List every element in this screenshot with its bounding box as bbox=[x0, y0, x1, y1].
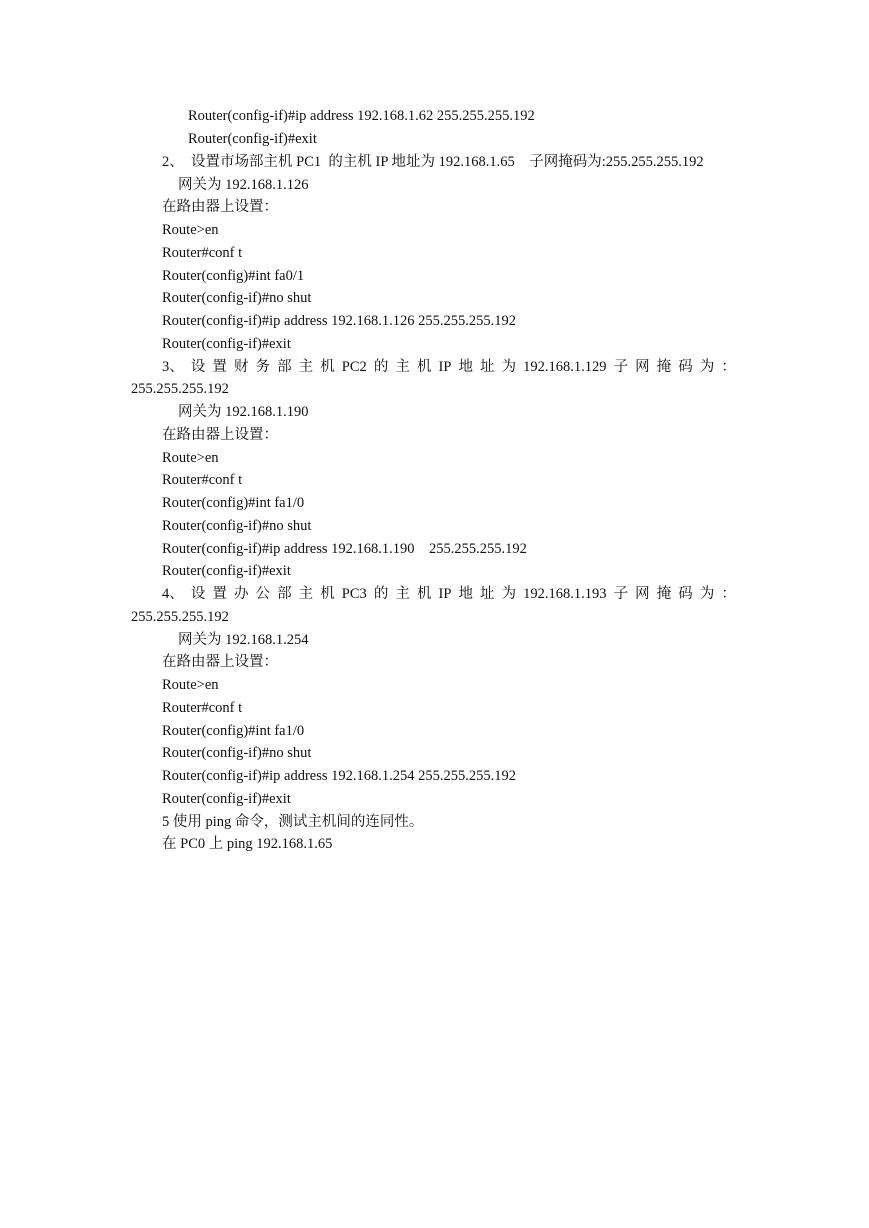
text-line: 在路由器上设置： bbox=[162, 199, 278, 215]
heading-segment: 网 bbox=[635, 359, 650, 375]
heading-segment: 4、 bbox=[162, 586, 184, 602]
text-line: 网关为 192.168.1.254 bbox=[178, 632, 309, 648]
text-line: Router(config-if)#exit bbox=[162, 563, 291, 579]
heading-segment: 子 bbox=[613, 586, 629, 602]
heading-segment: PC2 bbox=[341, 359, 367, 375]
heading-segment: 主 bbox=[395, 586, 410, 602]
heading-segment: 的 bbox=[373, 359, 389, 375]
heading-segment: 财 bbox=[233, 359, 249, 375]
heading-segment: 主 bbox=[395, 359, 410, 375]
heading-segment: PC3 bbox=[341, 586, 367, 602]
text-line: 255.255.255.192 bbox=[131, 381, 229, 397]
heading-segment: 主 bbox=[298, 586, 314, 602]
heading-segment: 掩 bbox=[656, 586, 672, 602]
heading-segment: 码 bbox=[678, 359, 693, 375]
text-line: Route>en bbox=[162, 222, 219, 238]
heading-segment: 置 bbox=[212, 586, 227, 602]
text-line: Router(config-if)#exit bbox=[162, 791, 291, 807]
text-line: Router(config-if)#ip address 192.168.1.62 255.255.255.192 bbox=[188, 108, 535, 124]
text-line: 255.255.255.192 bbox=[131, 609, 229, 625]
text-line: Router(config-if)#no shut bbox=[162, 518, 312, 534]
heading-segment: 设 bbox=[190, 359, 206, 375]
heading-segment: 机 bbox=[320, 359, 335, 375]
heading-segment: 部 bbox=[277, 586, 292, 602]
text-line: Route>en bbox=[162, 450, 219, 466]
text-line: Router(config)#int fa1/0 bbox=[162, 723, 305, 739]
heading-segment: 址 bbox=[480, 359, 495, 375]
heading-segment: IP bbox=[438, 359, 452, 375]
heading-segment: 掩 bbox=[656, 359, 672, 375]
text-line: Router#conf t bbox=[162, 245, 243, 261]
heading-segment: 主 bbox=[298, 359, 314, 375]
heading-segment: 的 bbox=[373, 586, 389, 602]
heading-segment: ： bbox=[721, 586, 736, 602]
heading-segment: 为 bbox=[699, 359, 715, 375]
text-line: 在 PC0 上 ping 192.168.1.65 bbox=[162, 836, 333, 852]
heading-segment: 机 bbox=[416, 359, 432, 375]
text-line: Router(config)#int fa0/1 bbox=[162, 268, 305, 284]
heading-segment: 址 bbox=[480, 586, 495, 602]
heading-segment: 为 bbox=[501, 359, 517, 375]
heading-segment: 办 bbox=[233, 586, 249, 602]
step-3-heading bbox=[162, 358, 736, 376]
text-line: Router(config-if)#ip address 192.168.1.190 255.255.255.192 bbox=[162, 541, 527, 557]
heading-segment: 设 bbox=[190, 586, 206, 602]
step-4-heading bbox=[162, 585, 736, 603]
step-2-heading: 2、 设置市场部主机 PC1 的主机 IP 地址为 192.168.1.65 子网掩码为:255.255.255.192 bbox=[162, 154, 704, 170]
heading-segment: 为 bbox=[501, 586, 517, 602]
heading-segment: 192.168.1.193 bbox=[523, 586, 607, 602]
heading-segment: ： bbox=[721, 359, 736, 375]
heading-segment: 网 bbox=[635, 586, 650, 602]
text-line: 网关为 192.168.1.190 bbox=[178, 404, 309, 420]
heading-segment: 子 bbox=[613, 359, 629, 375]
text-line: Router(config-if)#exit bbox=[162, 336, 291, 352]
text-line: Router#conf t bbox=[162, 472, 243, 488]
text-line: 在路由器上设置： bbox=[162, 654, 278, 670]
heading-segment: 部 bbox=[277, 359, 292, 375]
text-line: Router(config-if)#ip address 192.168.1.254 255.255.255.192 bbox=[162, 768, 516, 784]
text-line: 在路由器上设置： bbox=[162, 427, 278, 443]
text-line: Router#conf t bbox=[162, 700, 243, 716]
text-line: Router(config-if)#no shut bbox=[162, 745, 312, 761]
heading-segment: 置 bbox=[212, 359, 227, 375]
heading-segment: IP bbox=[438, 586, 452, 602]
text-line: Router(config-if)#exit bbox=[188, 131, 317, 147]
text-line: Router(config-if)#ip address 192.168.1.126 255.255.255.192 bbox=[162, 313, 516, 329]
heading-segment: 码 bbox=[678, 586, 693, 602]
heading-segment: 公 bbox=[255, 586, 270, 602]
heading-segment: 地 bbox=[458, 586, 473, 602]
text-line: Router(config)#int fa1/0 bbox=[162, 495, 305, 511]
step-5-heading: 5 使用 ping 命令，测试主机间的连同性。 bbox=[162, 814, 424, 830]
heading-segment: 机 bbox=[320, 586, 335, 602]
heading-segment: 机 bbox=[416, 586, 432, 602]
heading-segment: 地 bbox=[458, 359, 473, 375]
text-line: Router(config-if)#no shut bbox=[162, 290, 312, 306]
text-line: Route>en bbox=[162, 677, 219, 693]
heading-segment: 为 bbox=[699, 586, 715, 602]
heading-segment: 192.168.1.129 bbox=[523, 359, 607, 375]
heading-segment: 务 bbox=[255, 359, 270, 375]
heading-segment: 3、 bbox=[162, 359, 184, 375]
text-line: 网关为 192.168.1.126 bbox=[178, 177, 309, 193]
